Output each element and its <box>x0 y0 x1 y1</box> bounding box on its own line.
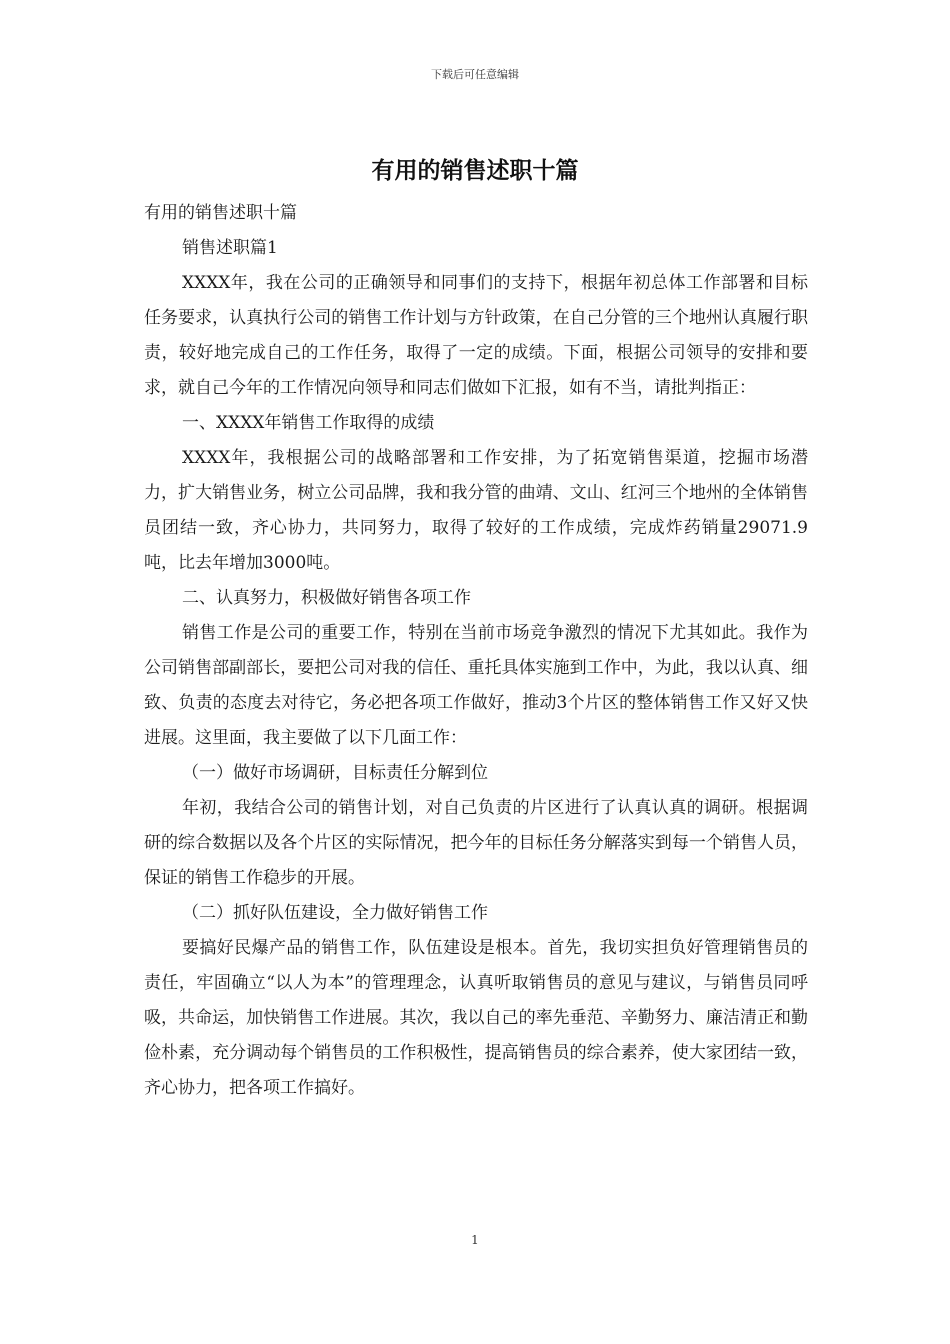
section-heading: 二、认真努力，积极做好销售各项工作 <box>182 588 471 608</box>
section-heading: 销售述职篇1 <box>182 238 278 258</box>
paragraph: XXXX年，我根据公司的战略部署和工作安排，为了拓宽销售渠道，挖掘市场潜力，扩大销售业务，树立公司品牌，我和我分管的曲靖、文山、红河三个地州的全体销售员团结一致，齐心协力，共同努力，取得了较好的工作成绩，完成炸药销量29071.9吨，比去年增加3000吨。 <box>144 448 808 573</box>
paragraph: XXXX年，我在公司的正确领导和同事们的支持下，根据年初总体工作部署和目标任务要求，认真执行公司的销售工作计划与方针政策，在自己分管的三个地州认真履行职责，较好地完成自己的工作任务，取得了一定的成绩。下面，根据公司领导的安排和要求，就自己今年的工作情况向领导和同志们做如下汇报，如有不当，请批判指正： <box>144 273 808 398</box>
page-number: 1 <box>471 1233 479 1247</box>
header-note: 下载后可任意编辑 <box>431 68 519 81</box>
paragraph: 要搞好民爆产品的销售工作，队伍建设是根本。首先，我切实担负好管理销售员的责任，牢固确立“以人为本”的管理理念，认真听取销售员的意见与建议，与销售员同呼吸，共命运，加快销售工作进展。其次，我以自己的率先垂范、辛勤努力、廉洁清正和勤俭朴素，充分调动每个销售员的工作积极性，提高销售员的综合素养，使大家团结一致，齐心协力，把各项工作搞好。 <box>144 938 808 1098</box>
subsection-heading: （二）抓好队伍建设，全力做好销售工作 <box>182 903 488 923</box>
paragraph: 销售工作是公司的重要工作，特别在当前市场竞争激烈的情况下尤其如此。我作为公司销售部副部长，要把公司对我的信任、重托具体实施到工作中，为此，我以认真、细致、负责的态度去对待它，务必把各项工作做好，推动3个片区的整体销售工作又好又快进展。这里面，我主要做了以下几面工作： <box>144 623 808 748</box>
subsection-heading: （一）做好市场调研，目标责任分解到位 <box>182 763 488 783</box>
paragraph: 有用的销售述职十篇 <box>144 203 297 223</box>
document-body <box>144 196 808 1106</box>
document-title: 有用的销售述职十篇 <box>371 157 579 184</box>
paragraph: 年初，我结合公司的销售计划，对自己负责的片区进行了认真认真的调研。根据调研的综合数据以及各个片区的实际情况，把今年的目标任务分解落实到每一个销售人员，保证的销售工作稳步的开展。 <box>144 798 808 888</box>
section-heading: 一、XXXX年销售工作取得的成绩 <box>182 413 435 433</box>
